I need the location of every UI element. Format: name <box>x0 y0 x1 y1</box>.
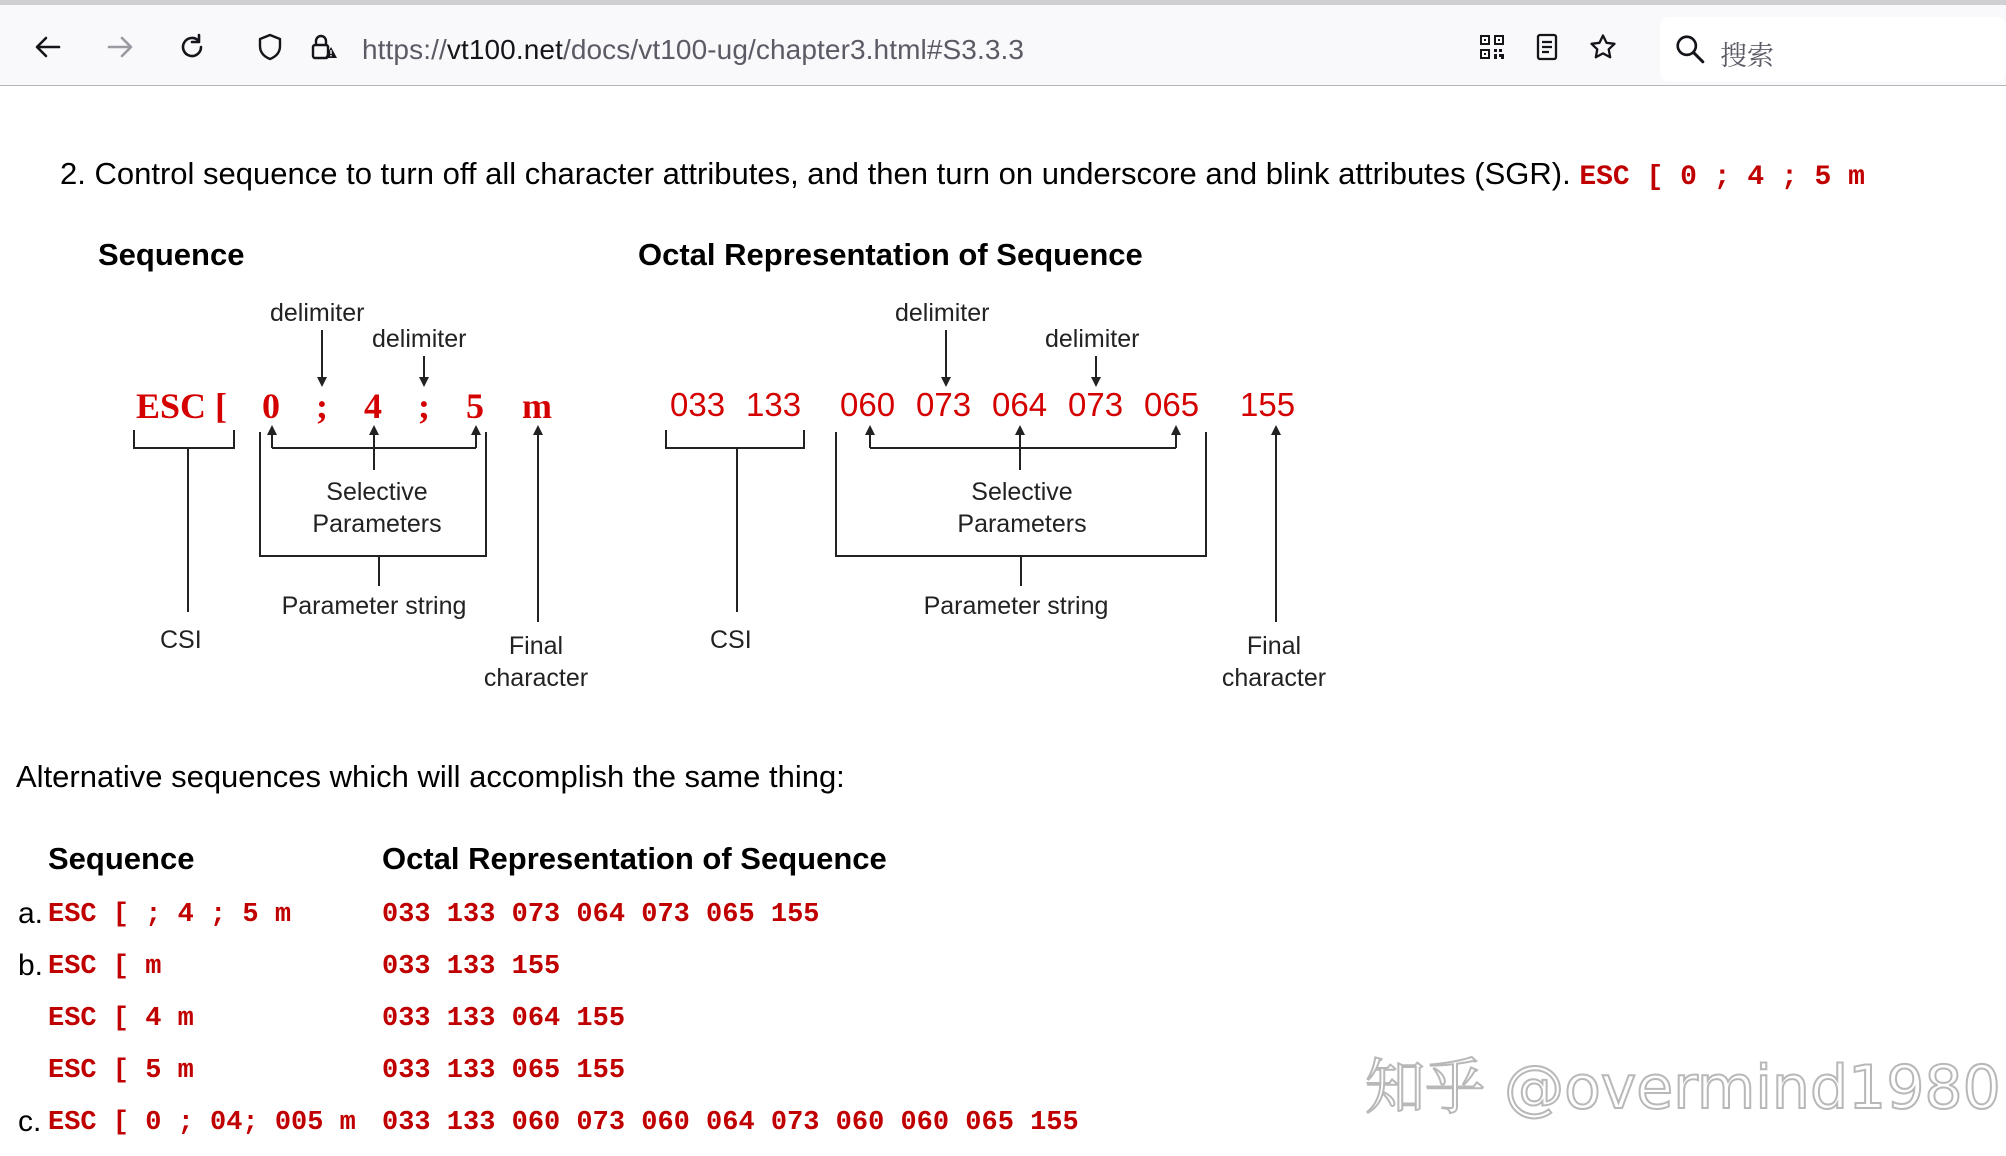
diagram-heading-octal: Octal Representation of Sequence <box>638 237 1143 272</box>
csi-bracket <box>134 430 234 448</box>
url-path: /docs/vt100-ug/chapter3.html#S3.3.3 <box>562 34 1025 65</box>
search-placeholder: 搜索 <box>1720 41 1774 71</box>
row-sequence: ESC [ m <box>48 952 162 982</box>
row-label: a. <box>18 897 44 930</box>
item-code: ESC [ 0 ; 4 ; 5 m <box>1579 162 1865 193</box>
watermark: 知乎 @overmind1980 <box>1365 1053 2001 1123</box>
row-octal: 033 133 060 073 060 064 073 060 060 065 155 <box>382 1108 1079 1138</box>
row-octal: 033 133 073 064 073 065 155 <box>382 900 820 930</box>
final-label-line2: character <box>483 664 589 692</box>
row-sequence: ESC [ ; 4 ; 5 m <box>48 900 292 930</box>
delimiter-label-2: delimiter <box>372 325 467 353</box>
oct-delimiter-label-2: delimiter <box>1045 325 1140 353</box>
row-label: b. <box>18 949 44 982</box>
oct-selective-label-line2: Parameters <box>957 510 1087 538</box>
row-octal: 033 133 065 155 <box>382 1056 626 1086</box>
oct-param-073a: 073 <box>916 386 972 423</box>
param-string-label: Parameter string <box>281 592 467 620</box>
oct-final-155: 155 <box>1240 386 1296 423</box>
oct-csi-label: CSI <box>710 626 752 654</box>
row-octal: 033 133 155 <box>382 952 561 982</box>
seq-param-5: 5 <box>466 386 484 426</box>
final-label-line1: Final <box>508 632 564 660</box>
item-number: 2. <box>60 156 86 191</box>
selective-label-line1: Selective <box>326 478 428 506</box>
seq-param-delim-1: ; <box>316 386 328 426</box>
delimiter-label-1: delimiter <box>270 299 365 327</box>
alt-col-octal: Octal Representation of Sequence <box>382 841 887 876</box>
item-description: Control sequence to turn off all character attributes, and then turn on underscore and blink attributes (SGR). <box>94 156 1571 191</box>
row-octal: 033 133 064 155 <box>382 1004 626 1034</box>
diagram-heading-sequence: Sequence <box>98 237 245 272</box>
seq-final: m <box>522 386 552 426</box>
url-scheme: https:// <box>362 34 447 65</box>
url-host: vt100.net <box>446 34 563 65</box>
oct-selective-label-line1: Selective <box>971 478 1073 506</box>
seq-param-4: 4 <box>364 386 382 426</box>
oct-param-060: 060 <box>840 386 896 423</box>
oct-final-label-line1: Final <box>1246 632 1302 660</box>
alternatives-intro: Alternative sequences which will accomplish the same thing: <box>16 759 845 794</box>
oct-csi-033: 033 <box>670 386 726 423</box>
row-sequence: ESC [ 5 m <box>48 1056 194 1086</box>
oct-csi-133: 133 <box>746 386 802 423</box>
seq-csi: ESC [ <box>136 386 228 426</box>
seq-param-0: 0 <box>262 386 280 426</box>
oct-param-string-label: Parameter string <box>923 592 1109 620</box>
row-sequence: ESC [ 4 m <box>48 1004 194 1034</box>
row-sequence: ESC [ 0 ; 04; 005 m <box>48 1108 356 1138</box>
oct-param-065: 065 <box>1144 386 1200 423</box>
seq-param-delim-2: ; <box>418 386 430 426</box>
alt-col-sequence: Sequence <box>48 841 195 876</box>
row-label: c. <box>18 1105 42 1138</box>
oct-csi-bracket <box>666 430 804 448</box>
csi-label: CSI <box>160 626 202 654</box>
oct-final-label-line2: character <box>1221 664 1327 692</box>
oct-param-073b: 073 <box>1068 386 1124 423</box>
selective-label-line2: Parameters <box>312 510 442 538</box>
oct-param-064: 064 <box>992 386 1048 423</box>
oct-delimiter-label-1: delimiter <box>895 299 990 327</box>
